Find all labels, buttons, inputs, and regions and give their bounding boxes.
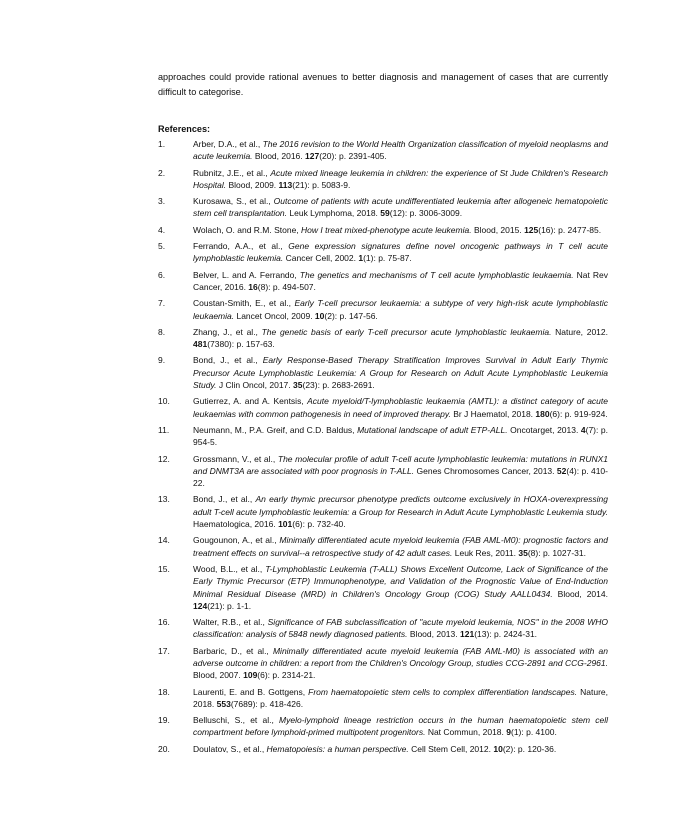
reference-text — [193, 269, 608, 294]
reference-pages: (1): p. 75-87. — [363, 253, 412, 264]
reference-volume: 113 — [278, 179, 293, 190]
reference-title: The molecular profile of adult T-cell acute lymphoblastic leukemia: mutations in RUNX1 and DNMT3A are associated with poor prognosis in T-ALL. — [193, 453, 608, 476]
reference-journal: Haematologica, 2016. — [193, 519, 279, 530]
reference-title: From haematopoietic stem cells to complex differentiation landscapes. — [308, 686, 578, 697]
reference-title: Outcome of patients with acute undifferentiated leukemia after allogeneic hematopoietic stem cell transplantation. — [193, 196, 608, 219]
reference-pages: (2): p. 120-36. — [502, 743, 557, 754]
reference-item — [158, 616, 608, 641]
reference-volume: 4 — [580, 424, 586, 435]
reference-text — [193, 224, 608, 236]
reference-pages: (7380): p. 157-63. — [207, 339, 275, 350]
reference-text — [193, 714, 608, 739]
reference-title: Myelo-lymphoid lineage restriction occurs in the human haematopoietic stem cell compartment before lymphoid-primed multipotent progenitors. — [193, 715, 608, 738]
reference-authors: Gougounon, A., et al., — [193, 535, 280, 546]
reference-journal: Genes Chromosomes Cancer, 2013. — [414, 465, 557, 476]
reference-authors: Belluschi, S., et al., — [193, 715, 280, 726]
reference-item — [158, 645, 608, 682]
reference-journal: Cell Stem Cell, 2012. — [408, 743, 494, 754]
reference-title: Gene expression signatures define novel oncogenic pathways in T cell acute lymphoblastic leukemia. — [193, 241, 608, 264]
reference-text — [193, 616, 608, 641]
reference-pages: (8): p. 494-507. — [257, 281, 316, 292]
reference-text — [193, 240, 608, 265]
reference-journal: Br J Haematol, 2018. — [450, 408, 536, 419]
reference-title: Minimally differentiated acute myeloid leukemia (FAB AML-M0) is associated with an adverse outcome in children: a report from the Children's Oncology Group, studies CCG-2891 and CCG-2961. — [193, 645, 608, 668]
reference-pages: (6): p. 919-924. — [549, 408, 608, 419]
reference-number: 7. — [158, 298, 166, 309]
reference-text — [193, 743, 608, 755]
reference-text — [193, 493, 608, 530]
reference-volume: 52 — [556, 465, 567, 476]
reference-item — [158, 138, 608, 163]
reference-item — [158, 424, 608, 449]
reference-journal: Leuk Lymphoma, 2018. — [287, 208, 381, 219]
reference-journal: Lancet Oncol, 2009. — [234, 310, 315, 321]
reference-number: 14. — [158, 535, 170, 546]
reference-volume: 9 — [506, 727, 511, 738]
reference-journal: Blood, 2015. — [471, 224, 525, 235]
reference-text — [193, 686, 608, 711]
reference-volume: 16 — [248, 281, 258, 292]
reference-text — [193, 138, 608, 163]
reference-number: 18. — [158, 686, 170, 697]
reference-text — [193, 424, 608, 449]
reference-text — [193, 167, 608, 192]
reference-title: Minimally differentiated acute myeloid leukemia (FAB AML-M0): prognostic factors and treatment effects on survival--a retrospective study of 42 adult cases. — [193, 535, 608, 558]
reference-journal: Blood, 2009. — [226, 179, 279, 190]
reference-item — [158, 563, 608, 612]
reference-volume: 121 — [460, 629, 475, 640]
reference-authors: Neumann, M., P.A. Greif, and C.D. Baldus, — [193, 424, 358, 435]
reference-title: Early Response-Based Therapy Stratification Improves Survival in Adult Early Thymic Precursor Acute Lymphoblastic Leukemia: A Group for Research on Adult Acute Lymphoblastic Leukemia Study. — [193, 355, 608, 391]
reference-pages: (1): p. 4100. — [510, 727, 557, 738]
reference-number: 12. — [158, 453, 170, 464]
reference-item — [158, 297, 608, 322]
reference-text — [193, 326, 608, 351]
reference-authors: Kurosawa, S., et al., — [193, 196, 274, 207]
reference-number: 19. — [158, 715, 170, 726]
reference-volume: 1 — [358, 253, 364, 264]
reference-pages: (4): p. 410-22. — [193, 465, 608, 489]
reference-item — [158, 686, 608, 711]
reference-pages: (8): p. 1027-31. — [527, 547, 586, 558]
reference-volume: 101 — [278, 519, 293, 530]
reference-pages: (2): p. 147-56. — [324, 310, 378, 321]
reference-pages: (6): p. 732-40. — [292, 519, 346, 530]
reference-item — [158, 167, 608, 192]
reference-title: Hematopoiesis: a human perspective. — [266, 743, 409, 754]
reference-number: 1. — [158, 139, 166, 149]
reference-item — [158, 453, 608, 490]
reference-title: The 2016 revision to the World Health Organization classification of myeloid neoplasms and acute leukemia. — [193, 139, 608, 162]
reference-volume: 180 — [535, 408, 550, 419]
reference-item — [158, 354, 608, 391]
reference-journal: Blood, 2013. — [407, 629, 460, 640]
reference-authors: Barbaric, D., et al., — [193, 645, 273, 656]
reference-volume: 35 — [293, 380, 303, 391]
reference-title: How I treat mixed-phenotype acute leukemia. — [301, 224, 472, 235]
reference-item — [158, 326, 608, 351]
reference-journal: Nat Rev Cancer, 2016. — [193, 269, 608, 292]
reference-authors: Rubnitz, J.E., et al., — [193, 167, 271, 178]
reference-item — [158, 240, 608, 265]
reference-title: Acute myeloid/T-lymphoblastic leukaemia (AMTL): a distinct category of acute leukaemias with common pathogenesis in need of improved therapy. — [193, 396, 608, 419]
reference-journal: Blood, 2007. — [193, 670, 244, 681]
reference-journal: Nat Commun, 2018. — [425, 727, 507, 738]
reference-number: 15. — [158, 563, 170, 574]
reference-item — [158, 493, 608, 530]
reference-number: 2. — [158, 167, 166, 178]
reference-pages: (6): p. 2314-21. — [257, 670, 316, 681]
reference-journal: Nature, 2012. — [551, 326, 608, 337]
reference-authors: Bond, J., et al., — [193, 494, 256, 505]
reference-authors: Doulatov, S., et al., — [193, 743, 267, 754]
reference-title: The genetics and mechanisms of T cell acute lymphoblastic leukaemia. — [299, 269, 574, 280]
reference-pages: (13): p. 2424-31. — [474, 629, 538, 640]
reference-number: 5. — [158, 241, 166, 252]
reference-number: 8. — [158, 326, 166, 337]
reference-pages: (7): p. 954-5. — [193, 424, 609, 448]
reference-volume: 481 — [193, 339, 208, 350]
reference-list — [158, 138, 608, 759]
reference-authors: Laurenti, E. and B. Gottgens, — [193, 686, 309, 697]
reference-item — [158, 743, 608, 755]
reference-authors: Ferrando, A.A., et al., — [193, 241, 289, 252]
reference-item — [158, 395, 608, 420]
reference-journal: Cancer Cell, 2002. — [283, 253, 359, 264]
reference-pages: (12): p. 3006-3009. — [389, 208, 463, 219]
reference-number: 13. — [158, 494, 170, 505]
reference-authors: Wood, B.L., et al., — [193, 563, 266, 574]
reference-item — [158, 714, 608, 739]
reference-number: 16. — [158, 617, 170, 628]
references-heading: References: — [158, 124, 211, 134]
reference-authors: Gutierrez, A. and A. Kentsis, — [193, 396, 308, 407]
reference-number: 10. — [158, 396, 170, 407]
reference-authors: Wolach, O. and R.M. Stone, — [193, 224, 302, 235]
reference-pages: (7689): p. 418-426. — [230, 698, 304, 709]
reference-text — [193, 645, 608, 682]
reference-pages: (23): p. 2683-2691. — [302, 380, 375, 391]
reference-text — [193, 534, 608, 559]
reference-number: 11. — [158, 424, 170, 435]
reference-number: 17. — [158, 645, 170, 656]
reference-pages: (21): p. 5083-9. — [292, 179, 351, 190]
intro-paragraph: approaches could provide rational avenues to better diagnosis and management of cases that are currently difficult to categorise. — [158, 72, 608, 97]
reference-authors: Grossmann, V., et al., — [193, 453, 278, 464]
reference-number: 9. — [158, 355, 166, 366]
reference-authors: Coustan-Smith, E., et al., — [193, 298, 295, 309]
reference-journal: Nature, 2018. — [193, 686, 608, 709]
reference-volume: 127 — [305, 151, 320, 162]
reference-item — [158, 269, 608, 294]
reference-number: 6. — [158, 269, 166, 280]
reference-journal: J Clin Oncol, 2017. — [216, 380, 294, 391]
reference-pages: (16): p. 2477-85. — [538, 224, 602, 235]
reference-title: Early T-cell precursor leukaemia: a subtype of very high-risk acute lymphoblastic leukaemia. — [193, 298, 608, 321]
reference-title: An early thymic precursor phenotype predicts outcome exclusively in HOXA-overexpressing adult T-cell acute lymphoblastic leukemia: a Group for Research in Adult Acute Lymphoblastic Leukemia study. — [193, 494, 608, 517]
reference-title: Significance of FAB subclassification of "acute myeloid leukemia, NOS" in the 2008 WHO classification: analysis of 5848 newly diagnosed patients. — [193, 617, 609, 640]
reference-journal: Blood, 2014. — [552, 588, 608, 599]
reference-title: T-Lymphoblastic Leukemia (T-ALL) Shows Excellent Outcome, Lack of Significance of the Early Thymic Precursor (ETP) Immunophenotype, and Validation of the Prognostic Value of End-Induction Minimal Residual Disease (MRD) in Children's Oncology Group (COG) Study AALL0434. — [193, 563, 608, 599]
reference-title: The genetic basis of early T-cell precursor acute lymphoblastic leukaemia. — [261, 326, 552, 337]
reference-title: Acute mixed lineage leukemia in children: the experience of St Jude Children's Research Hospital. — [193, 167, 609, 190]
reference-text — [193, 563, 608, 612]
reference-authors: Bond, J., et al., — [193, 355, 263, 366]
reference-volume: 124 — [193, 600, 208, 611]
reference-journal: Leuk Res, 2011. — [452, 547, 519, 558]
reference-item — [158, 224, 608, 236]
reference-text — [193, 453, 608, 490]
reference-title: Mutational landscape of adult ETP-ALL. — [357, 424, 508, 435]
reference-text — [193, 297, 608, 322]
reference-pages: (21): p. 1-1. — [207, 600, 252, 611]
reference-volume: 109 — [243, 670, 258, 681]
reference-pages: (20): p. 2391-405. — [319, 151, 387, 162]
reference-volume: 125 — [524, 224, 539, 235]
reference-authors: Arber, D.A., et al., — [193, 139, 263, 149]
reference-journal: Blood, 2016. — [252, 151, 306, 162]
reference-item — [158, 195, 608, 220]
reference-journal: Oncotarget, 2013. — [507, 424, 581, 435]
reference-volume: 10 — [314, 310, 325, 321]
reference-authors: Belver, L. and A. Ferrando, — [193, 269, 300, 280]
reference-number: 3. — [158, 196, 166, 207]
reference-text — [193, 395, 608, 420]
reference-volume: 59 — [380, 208, 390, 219]
reference-authors: Zhang, J., et al., — [193, 326, 262, 337]
reference-item — [158, 534, 608, 559]
reference-volume: 35 — [518, 547, 528, 558]
reference-authors: Walter, R.B., et al., — [193, 617, 268, 628]
reference-text — [193, 354, 608, 391]
reference-volume: 553 — [216, 698, 231, 709]
reference-number: 20. — [158, 743, 170, 754]
reference-text — [193, 195, 608, 220]
reference-number: 4. — [158, 224, 166, 235]
reference-volume: 10 — [493, 743, 503, 754]
